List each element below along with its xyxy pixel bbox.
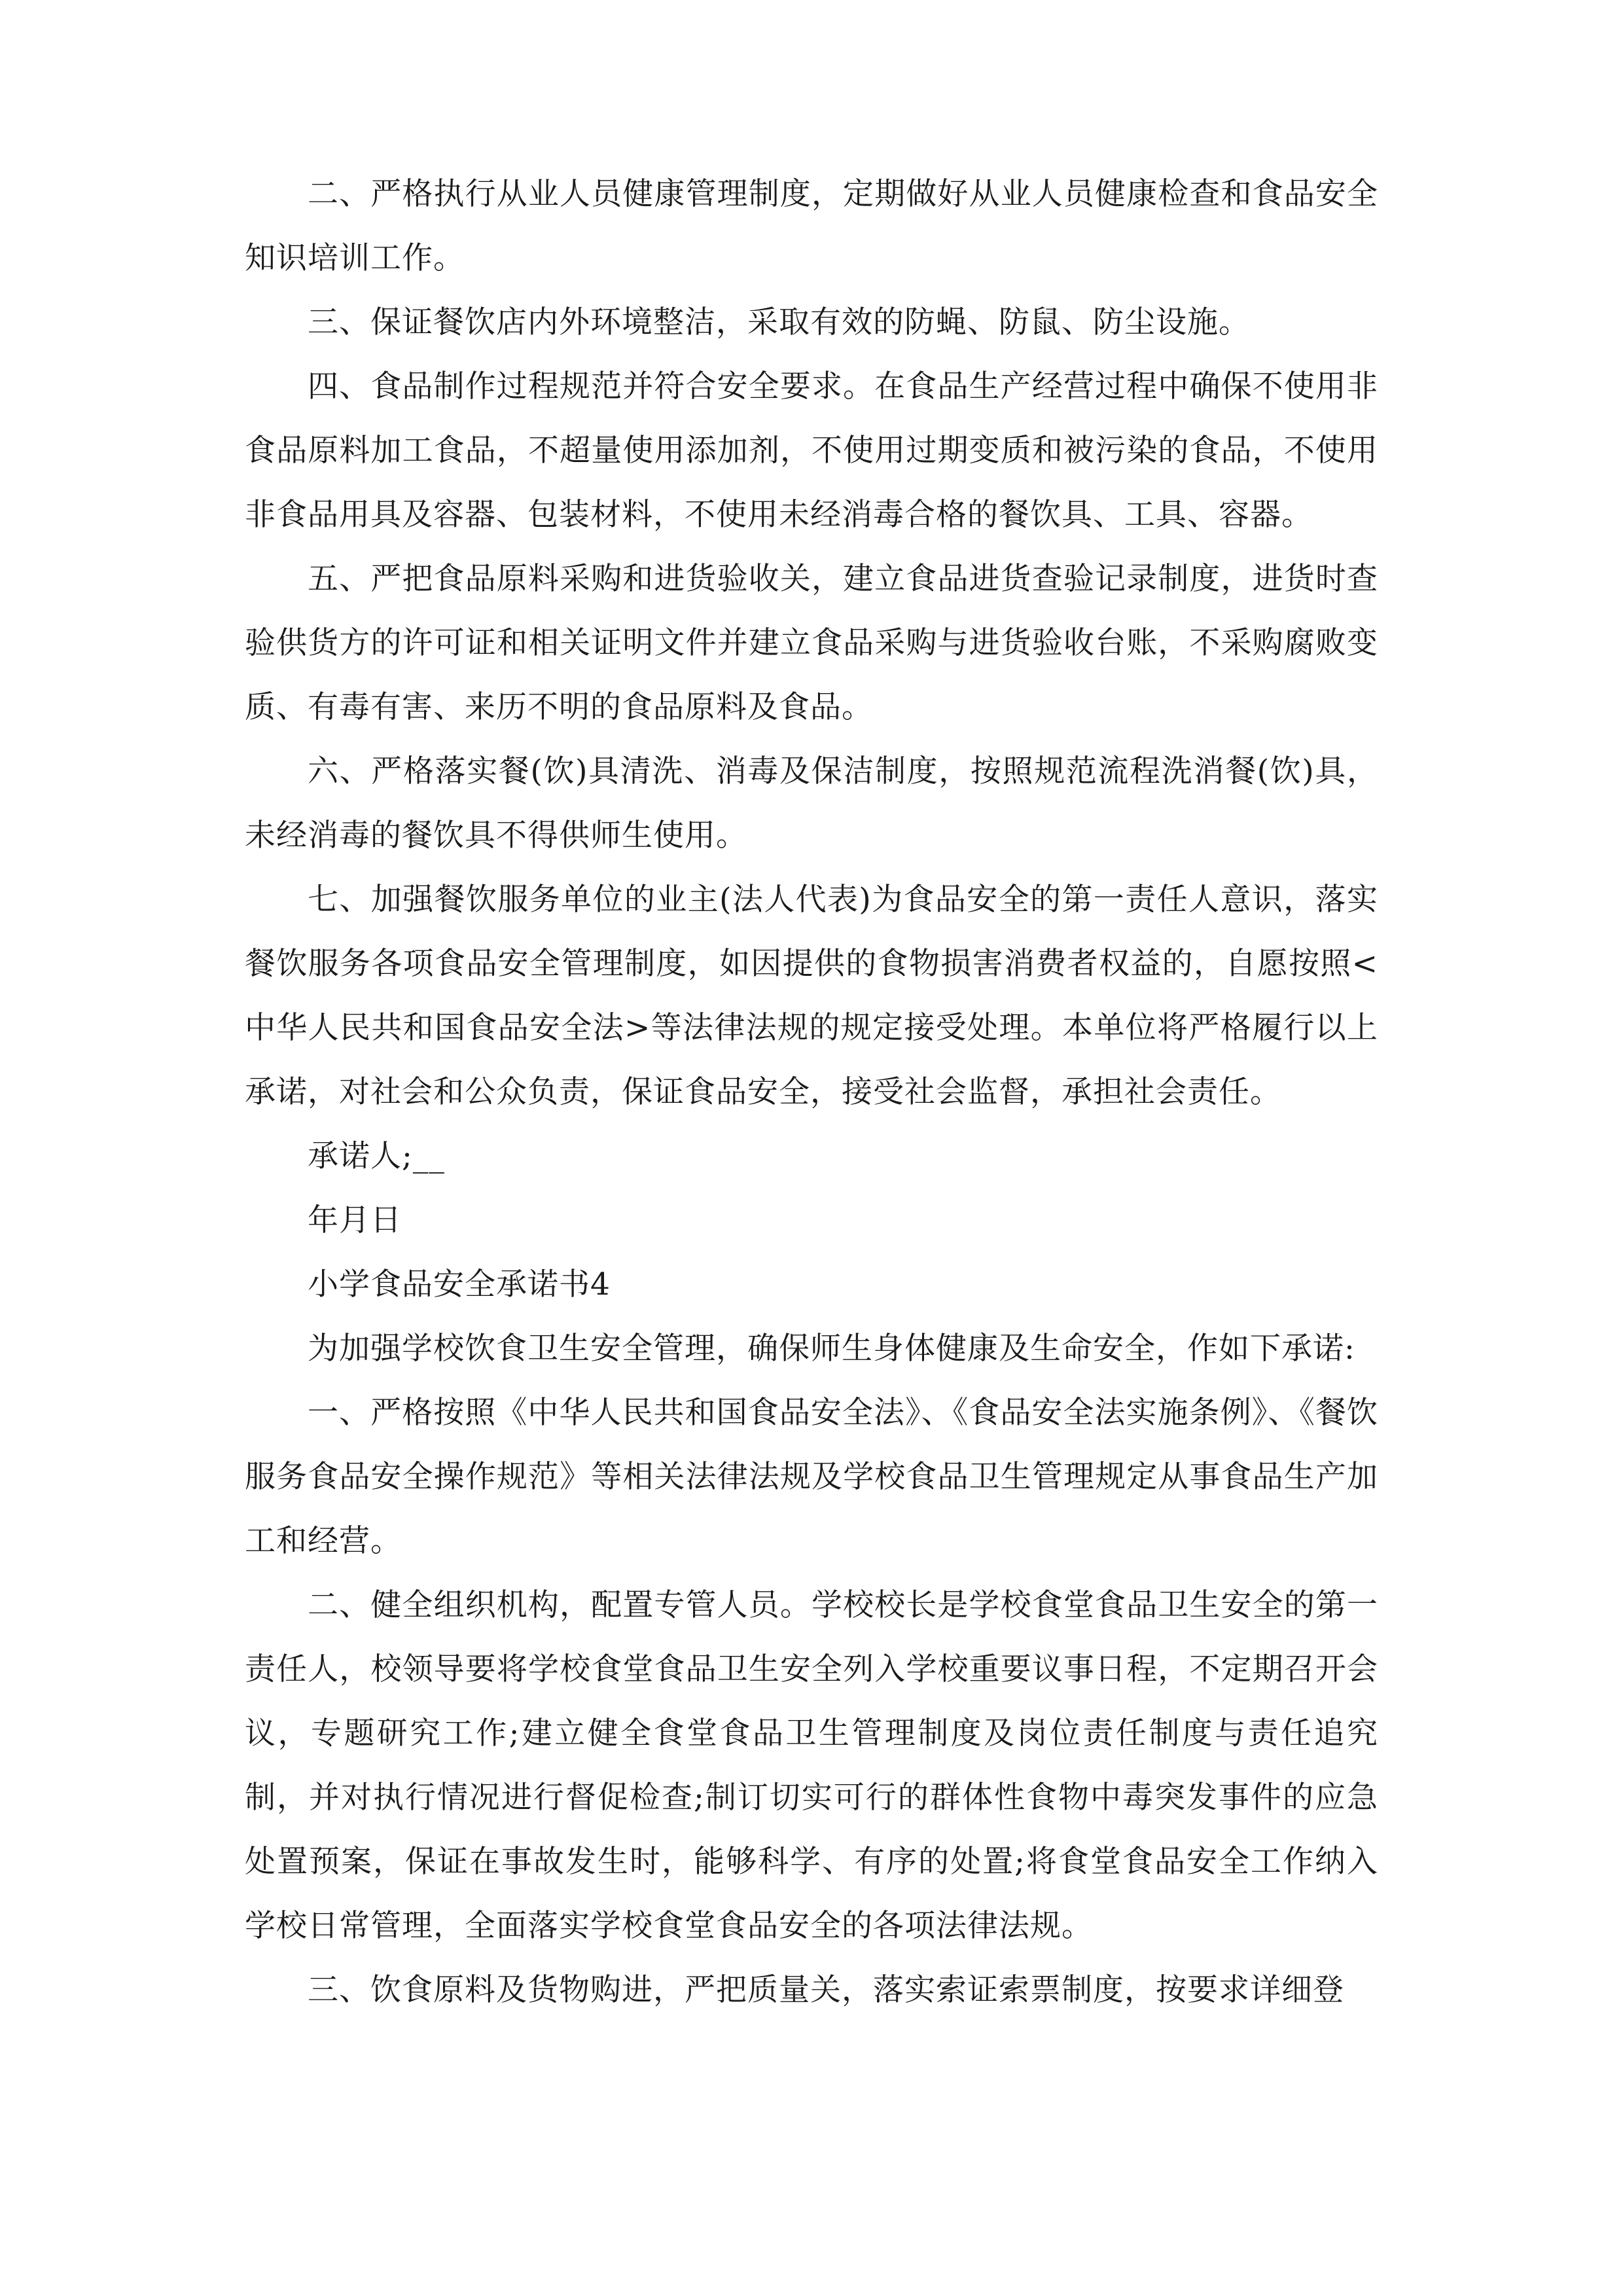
paragraph-5: 五、严把食品原料采购和进货验收关，建立食品进货查验记录制度，进货时查验供货方的许可证和相关证明文件并建立食品采购与进货验收台账，不采购腐败变质、有毒有害、来历不明的食品原料及食品。	[245, 561, 1378, 725]
promisor-line: 承诺人;__	[308, 1138, 445, 1174]
paragraph-2: 二、严格执行从业人员健康管理制度，定期做好从业人员健康检查和食品安全知识培训工作。	[245, 176, 1378, 276]
paragraph-3: 三、保证餐饮店内外环境整洁，采取有效的防蝇、防鼠、防尘设施。	[308, 304, 1250, 340]
date-line: 年月日	[308, 1202, 402, 1238]
document-body	[245, 162, 1378, 2022]
section-title: 小学食品安全承诺书4	[308, 1266, 611, 1302]
clause-1: 一、严格按照《中华人民共和国食品安全法》、《食品安全法实施条例》、《餐饮服务食品安全操作规范》等相关法律法规及学校食品卫生管理规定从事食品生产加工和经营。	[245, 1395, 1378, 1559]
paragraph-4: 四、食品制作过程规范并符合安全要求。在食品生产经营过程中确保不使用非食品原料加工食品，不超量使用添加剂，不使用过期变质和被污染的食品，不使用非食品用具及容器、包装材料，不使用未经消毒合格的餐饮具、工具、容器。	[245, 368, 1378, 533]
intro-paragraph: 为加强学校饮食卫生安全管理，确保师生身体健康及生命安全，作如下承诺:	[308, 1331, 1355, 1367]
clause-2: 二、健全组织机构，配置专管人员。学校校长是学校食堂食品卫生安全的第一责任人，校领导要将学校食堂食品卫生安全列入学校重要议事日程，不定期召开会议，专题研究工作;建立健全食堂食品卫生管理制度及岗位责任制度与责任追究制，并对执行情况进行督促检查;制订切实可行的群体性食物中毒突发事件的应急处置预案，保证在事故发生时，能够科学、有序的处置;将食堂食品安全工作纳入学校日常管理，全面落实学校食堂食品安全的各项法律法规。	[245, 1587, 1378, 1944]
paragraph-7: 七、加强餐饮服务单位的业主(法人代表)为食品安全的第一责任人意识，落实餐饮服务各项食品安全管理制度，如因提供的食物损害消费者权益的，自愿按照<中华人民共和国食品安全法>等法律法规的规定接受处理。本单位将严格履行以上承诺，对社会和公众负责，保证食品安全，接受社会监督，承担社会责任。	[245, 882, 1378, 1110]
clause-3: 三、饮食原料及货物购进，严把质量关，落实索证索票制度，按要求详细登	[308, 1972, 1344, 2008]
paragraph-6: 六、严格落实餐(饮)具清洗、消毒及保洁制度，按照规范流程洗消餐(饮)具，未经消毒的餐饮具不得供师生使用。	[245, 753, 1378, 853]
